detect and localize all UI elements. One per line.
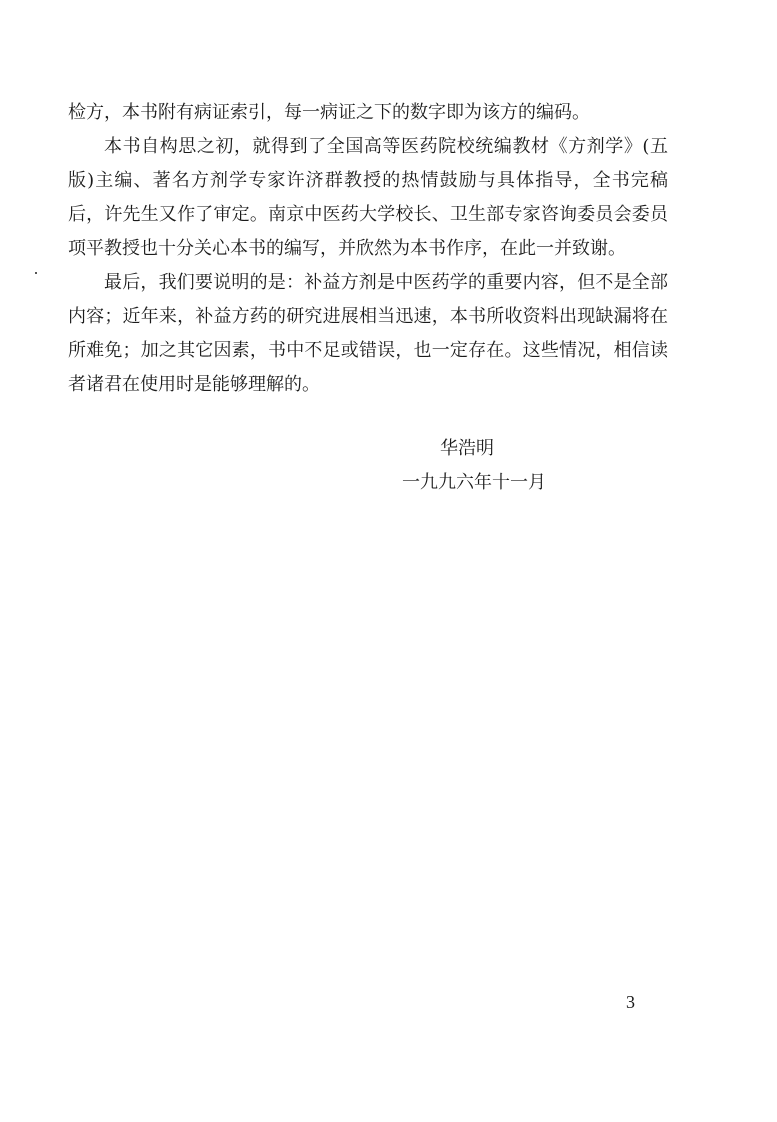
stray-mark bbox=[35, 272, 37, 274]
paragraph-closing-note: 最后，我们要说明的是：补益方剂是中医药学的重要内容，但不是全部内容；近年来，补益方药的研究进展相当迅速，本书所收资料出现缺漏将在所难免；加之其它因素，书中不足或错误，也一定存在。这些情况，相信读者诸君在使用时是能够理解的。 bbox=[68, 272, 668, 395]
paragraph-acknowledgement: 本书自构思之初，就得到了全国高等医药院校统编教材《方剂学》(五版)主编、著名方剂学专家许济群教授的热情鼓励与具体指导，全书完稿后，许先生又作了审定。南京中医药大学校长、卫生部专家咨询委员会委员项平教授也十分关心本书的编写，并欣然为本书作序，在此一并致谢。 bbox=[68, 136, 668, 259]
signature-author: 华浩明 bbox=[440, 438, 494, 459]
paragraph-continued: 检方，本书附有病证索引，每一病证之下的数字即为该方的编码。 bbox=[68, 102, 590, 123]
body-text bbox=[68, 96, 668, 402]
page-number: 3 bbox=[626, 992, 635, 1012]
signature-date: 一九九六年十一月 bbox=[402, 472, 546, 493]
